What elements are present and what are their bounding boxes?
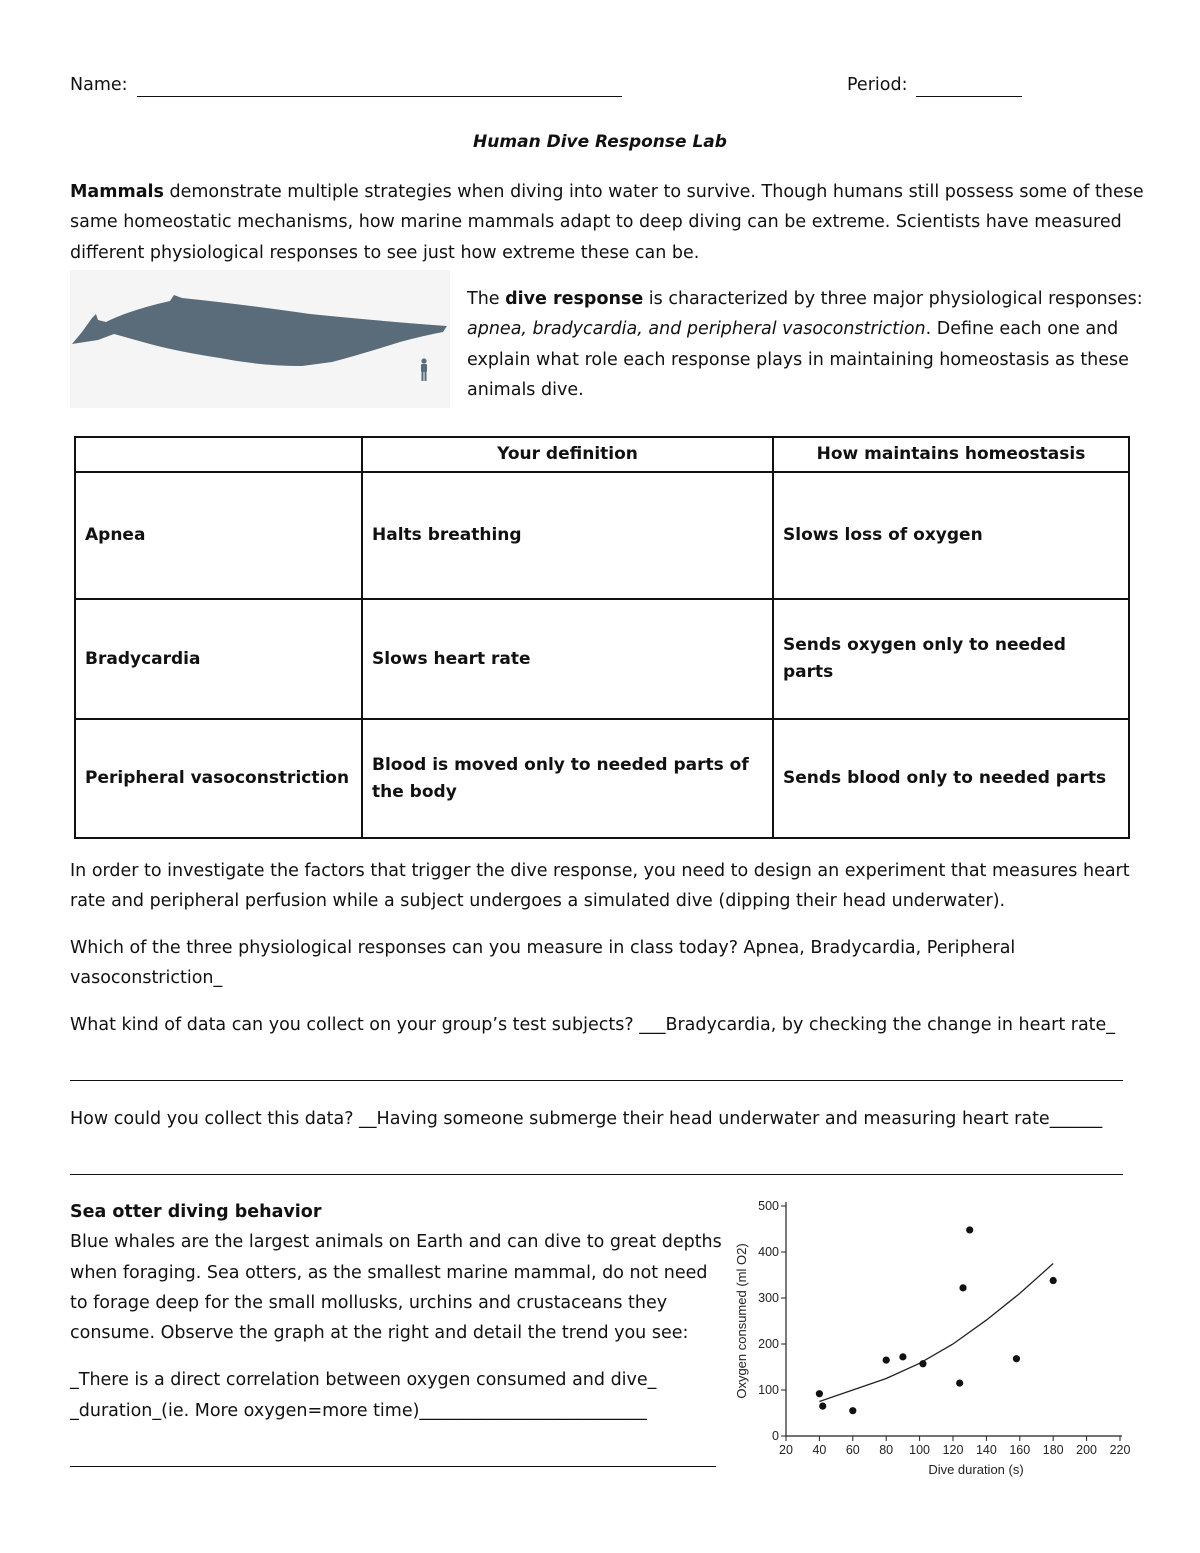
response-table: [74, 436, 1130, 839]
otter-answer-line-1[interactable]: _There is a direct correlation between oxygen consumed and dive_: [70, 1370, 657, 1390]
table-cell-homeostasis[interactable]: Sends blood only to needed parts: [773, 719, 1129, 838]
table-row: [75, 599, 1129, 719]
investigate-line-1: In order to investigate the factors that trigger the dive response, you need to design an experiment that measures heart: [70, 861, 1130, 881]
y-tick-label: 500: [758, 1199, 779, 1213]
otter-answer-line-2[interactable]: _duration_(ie. More oxygen=more time)__________________________: [70, 1401, 647, 1421]
question-1-line-1: Which of the three physiological responses can you measure in class today? Apnea, Bradycardia, Peripheral: [70, 938, 1016, 958]
dive-response-l1a: The: [467, 289, 506, 309]
table-cell-definition[interactable]: Halts breathing: [362, 472, 773, 599]
data-point: [849, 1407, 856, 1414]
data-point: [883, 1357, 890, 1364]
otter-line-4: consume. Observe the graph at the right and detail the trend you see:: [70, 1323, 689, 1343]
whale-body-icon: [72, 295, 447, 366]
table-header-row: [75, 437, 1129, 472]
table-cell-term: Peripheral vasoconstriction: [75, 719, 362, 838]
name-label: Name:: [70, 75, 128, 95]
otter-line-2: when foraging. Sea otters, as the smallest marine mammal, do not need: [70, 1263, 708, 1283]
dive-response-line-2: [467, 314, 1167, 344]
y-tick-label: 100: [758, 1383, 779, 1397]
x-tick-label: 120: [942, 1443, 964, 1457]
data-point: [956, 1380, 963, 1387]
intro-line-1: [70, 177, 1150, 207]
human-scale-figure-icon: [421, 358, 427, 381]
answer-line[interactable]: [70, 1466, 716, 1467]
oxygen-vs-dive-duration-chart: [726, 1178, 1146, 1483]
table-row: [75, 719, 1129, 838]
chart-ticks: [758, 1199, 1130, 1457]
dive-response-bold: dive response: [505, 289, 644, 309]
dive-response-line-3: explain what role each response plays in maintaining homeostasis as these: [467, 350, 1129, 370]
table-cell-definition[interactable]: Blood is moved only to needed parts of the body: [362, 719, 773, 838]
question-1-line-2[interactable]: vasoconstriction_: [70, 968, 223, 988]
y-tick-label: 200: [758, 1337, 779, 1351]
intro-line-1-rest: demonstrate multiple strategies when diving into water to survive. Though humans still possess some of these: [163, 182, 1144, 202]
chart-axes: [786, 1202, 1122, 1436]
answer-line[interactable]: [70, 1080, 1123, 1081]
x-tick-label: 200: [1076, 1443, 1098, 1457]
y-tick-label: 400: [758, 1245, 779, 1259]
intro-line-3: different physiological responses to see just how extreme these can be.: [70, 243, 700, 263]
table-cell-homeostasis[interactable]: Slows loss of oxygen: [773, 472, 1129, 599]
intro-bold-lead: Mammals: [70, 182, 164, 202]
dive-response-line-1: [467, 284, 1167, 314]
blue-whale-silhouette-icon: [70, 270, 450, 408]
x-tick-label: 100: [909, 1443, 931, 1457]
dive-response-line-4: animals dive.: [467, 380, 584, 400]
table-cell-homeostasis[interactable]: Sends oxygen only to needed parts: [773, 599, 1129, 719]
dive-response-l2-rest: . Define each one and: [925, 319, 1119, 339]
page-title: Human Dive Response Lab: [473, 132, 727, 152]
trend-curve: [819, 1264, 1053, 1402]
x-tick-label: 220: [1109, 1443, 1131, 1457]
data-point: [1013, 1355, 1020, 1362]
x-tick-label: 20: [779, 1443, 793, 1457]
table-cell-term: Bradycardia: [75, 599, 362, 719]
dive-response-italic: apnea, bradycardia, and peripheral vasoconstriction: [467, 319, 926, 339]
dive-response-l1b: is characterized by three major physiological responses:: [643, 289, 1143, 309]
intro-line-2: same homeostatic mechanisms, how marine mammals adapt to deep diving can be extreme. Scientists have measured: [70, 212, 1122, 232]
answer-line[interactable]: [70, 1174, 1123, 1175]
name-field[interactable]: [137, 74, 622, 97]
y-axis-label: Oxygen consumed (ml O2): [734, 1243, 749, 1399]
x-tick-label: 160: [1009, 1443, 1031, 1457]
question-3[interactable]: How could you collect this data? __Having someone submerge their head underwater and measuring heart rate______: [70, 1109, 1103, 1129]
period-field[interactable]: [916, 74, 1022, 97]
period-label: Period:: [847, 75, 908, 95]
table-cell-definition[interactable]: Slows heart rate: [362, 599, 773, 719]
table-header-cell: How maintains homeostasis: [773, 437, 1129, 472]
x-tick-label: 40: [812, 1443, 827, 1457]
x-tick-label: 140: [975, 1443, 997, 1457]
investigate-line-2: rate and peripheral perfusion while a subject undergoes a simulated dive (dipping their head underwater).: [70, 891, 1006, 911]
otter-line-3: to forage deep for the small mollusks, urchins and crustaceans they: [70, 1293, 668, 1313]
data-point: [1050, 1277, 1057, 1284]
data-point: [819, 1403, 826, 1410]
x-tick-label: 80: [879, 1443, 894, 1457]
otter-heading: Sea otter diving behavior: [70, 1202, 322, 1222]
x-axis-label: Dive duration (s): [928, 1462, 1024, 1477]
data-point: [959, 1284, 966, 1291]
table-row: [75, 472, 1129, 599]
data-point: [816, 1390, 823, 1397]
x-tick-label: 180: [1042, 1443, 1064, 1457]
data-point: [966, 1226, 973, 1233]
data-point: [899, 1353, 906, 1360]
whale-illustration: [70, 270, 450, 408]
otter-line-1: Blue whales are the largest animals on Earth and can dive to great depths: [70, 1232, 722, 1252]
y-tick-label: 300: [758, 1291, 779, 1305]
data-point: [919, 1360, 926, 1367]
table-header-cell: Your definition: [362, 437, 773, 472]
y-tick-label: 0: [772, 1429, 779, 1443]
x-tick-label: 60: [845, 1443, 860, 1457]
question-2[interactable]: What kind of data can you collect on your group’s test subjects? ___Bradycardia, by checking the change in heart rate_: [70, 1015, 1116, 1035]
table-cell-term: Apnea: [75, 472, 362, 599]
chart-points: [816, 1226, 1057, 1414]
table-header-cell: [75, 437, 362, 472]
